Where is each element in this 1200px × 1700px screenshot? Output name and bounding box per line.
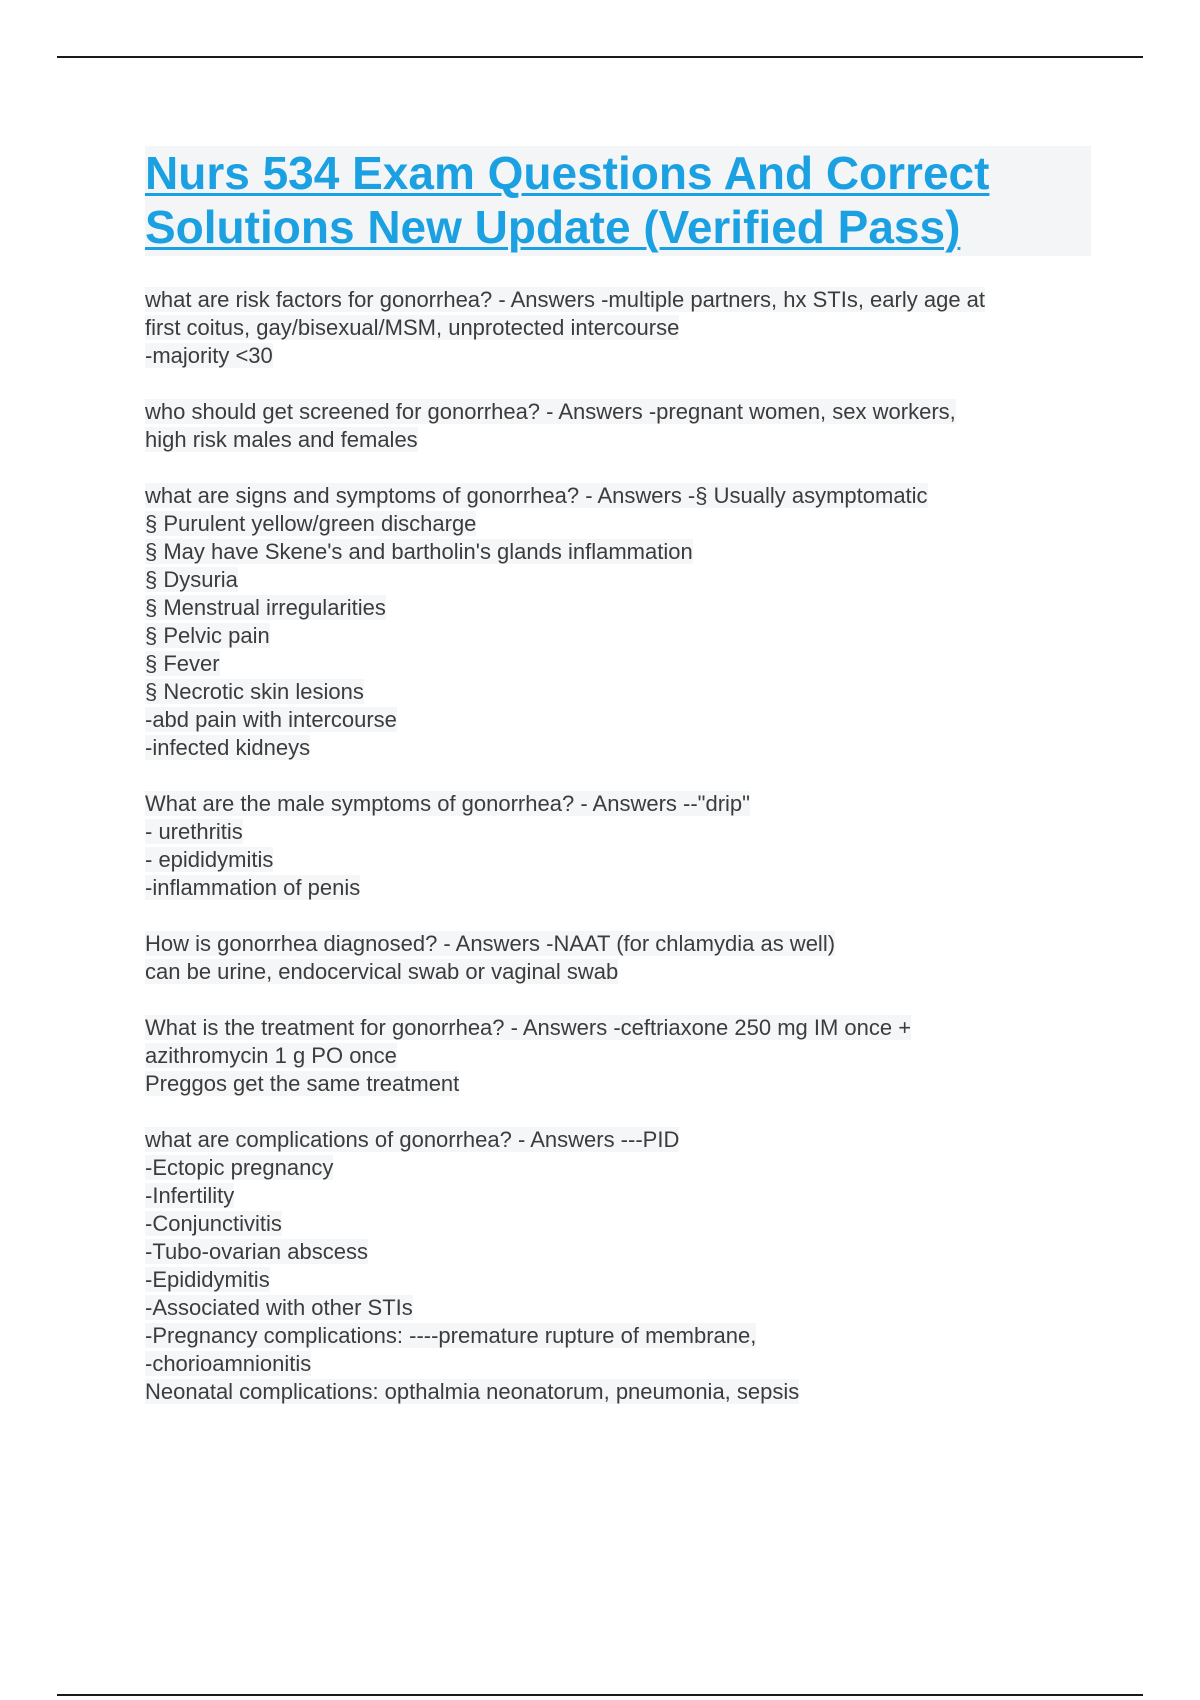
- qa-item-complications: [145, 1126, 1105, 1406]
- qa-line: -Pregnancy complications: ----premature rupture of membrane,: [145, 1323, 757, 1348]
- qa-line: -Infertility: [145, 1183, 235, 1208]
- qa-item-screening: [145, 398, 1105, 454]
- qa-line: -Epididymitis: [145, 1267, 270, 1292]
- qa-line: Preggos get the same treatment: [145, 1071, 460, 1096]
- qa-line: § Dysuria: [145, 567, 238, 592]
- qa-line: What are the male symptoms of gonorrhea? - Answers --"drip": [145, 791, 750, 816]
- qa-line: can be urine, endocervical swab or vaginal swab: [145, 959, 619, 984]
- bottom-rule: [57, 1694, 1143, 1696]
- qa-line: § Pelvic pain: [145, 623, 270, 648]
- qa-item-treatment: [145, 1014, 1105, 1098]
- qa-line: -abd pain with intercourse: [145, 707, 397, 732]
- title-line-1[interactable]: Nurs 534 Exam Questions And Correct: [145, 147, 990, 199]
- qa-line: azithromycin 1 g PO once: [145, 1043, 397, 1068]
- qa-line: -Conjunctivitis: [145, 1211, 282, 1236]
- qa-line: first coitus, gay/bisexual/MSM, unprotected intercourse: [145, 315, 680, 340]
- qa-line: Neonatal complications: opthalmia neonatorum, pneumonia, sepsis: [145, 1379, 800, 1404]
- qa-line: § Fever: [145, 651, 220, 676]
- qa-line: - epididymitis: [145, 847, 274, 872]
- qa-line: § Purulent yellow/green discharge: [145, 511, 477, 536]
- qa-item-risk-factors: [145, 286, 1105, 370]
- title-line-2[interactable]: Solutions New Update (Verified Pass): [145, 201, 961, 253]
- qa-line: -chorioamnionitis: [145, 1351, 312, 1376]
- qa-list: [145, 286, 1105, 1434]
- qa-line: -inflammation of penis: [145, 875, 361, 900]
- qa-line: what are complications of gonorrhea? - Answers ---PID: [145, 1127, 680, 1152]
- qa-line: -infected kidneys: [145, 735, 311, 760]
- qa-line: -Tubo-ovarian abscess: [145, 1239, 368, 1264]
- qa-line: -Ectopic pregnancy: [145, 1155, 334, 1180]
- qa-line: § Menstrual irregularities: [145, 595, 386, 620]
- qa-line: How is gonorrhea diagnosed? - Answers -NAAT (for chlamydia as well): [145, 931, 836, 956]
- qa-line: high risk males and females: [145, 427, 418, 452]
- qa-item-diagnosis: [145, 930, 1105, 986]
- document-title[interactable]: [145, 146, 1091, 254]
- qa-line: who should get screened for gonorrhea? - Answers -pregnant women, sex workers,: [145, 399, 956, 424]
- qa-item-male-symptoms: [145, 790, 1105, 902]
- qa-line: § May have Skene's and bartholin's glands inflammation: [145, 539, 693, 564]
- qa-line: what are signs and symptoms of gonorrhea? - Answers -§ Usually asymptomatic: [145, 483, 928, 508]
- top-rule: [57, 56, 1143, 58]
- qa-line: -Associated with other STIs: [145, 1295, 413, 1320]
- qa-line: - urethritis: [145, 819, 243, 844]
- qa-item-signs-symptoms: [145, 482, 1105, 762]
- qa-line: § Necrotic skin lesions: [145, 679, 364, 704]
- qa-line: what are risk factors for gonorrhea? - Answers -multiple partners, hx STIs, early age at: [145, 287, 986, 312]
- qa-line: What is the treatment for gonorrhea? - Answers -ceftriaxone 250 mg IM once +: [145, 1015, 912, 1040]
- qa-line: -majority <30: [145, 343, 273, 368]
